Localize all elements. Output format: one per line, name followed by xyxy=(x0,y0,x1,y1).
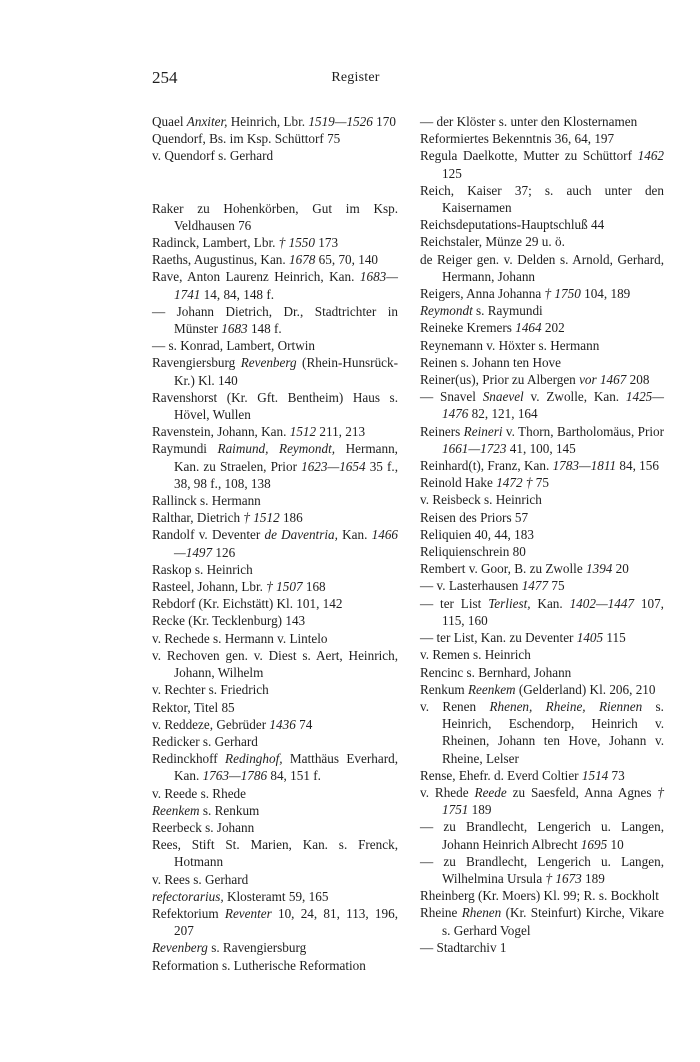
index-entry: Rektor, Titel 85 xyxy=(152,699,235,715)
index-entry: Rheinberg (Kr. Moers) Kl. 99; R. s. Bockholt xyxy=(420,888,659,904)
index-entry: — der Klöster s. unter den Klosternamen xyxy=(420,114,638,129)
page-number: 254 xyxy=(152,68,178,87)
index-entry: Reiner(us), Prior zu Albergen vor 1467 208 xyxy=(420,372,650,388)
index-entry: Reinen s. Johann ten Hove xyxy=(420,354,562,370)
index-entry: v. Rechter s. Friedrich xyxy=(152,682,269,698)
index-entry: Regula Daelkotte, Mutter zu Schüttorf 1462 125 xyxy=(420,148,664,181)
index-entry: — ter List, Kan. zu Deventer 1405 115 xyxy=(420,630,626,646)
index-entry: Reynemann v. Höxter s. Hermann xyxy=(420,337,600,353)
index-entry: v. Reddeze, Gebrüder 1436 74 xyxy=(152,716,313,732)
index-entry: Rheine Rhenen (Kr. Steinfurt) Kirche, Vikare s. Gerhard Vogel xyxy=(420,905,664,938)
index-entry: Rebdorf (Kr. Eichstätt) Kl. 101, 142 xyxy=(152,596,343,612)
index-entry: Randolf v. Deventer de Daventria, Kan. 1466—1497 126 xyxy=(152,527,398,560)
index-entry: Redicker s. Gerhard xyxy=(152,733,258,749)
index-entry: v. Rees s. Gerhard xyxy=(152,871,249,887)
index-entry: Quendorf, Bs. im Ksp. Schüttorf 75 xyxy=(152,131,341,147)
index-entry: Renkum Reenkem (Gelderland) Kl. 206, 210 xyxy=(420,681,656,697)
index-entry: Reinhard(t), Franz, Kan. 1783—1811 84, 156 xyxy=(420,458,659,474)
index-entry: Reymondt s. Raymundi xyxy=(420,303,543,319)
index-entry: Reigers, Anna Johanna † 1750 104, 189 xyxy=(420,286,631,302)
index-entry: Recke (Kr. Tecklenburg) 143 xyxy=(152,613,306,629)
index-entry: Ravengiersburg Revenberg (Rhein-Hunsrück-Kr.) Kl. 140 xyxy=(152,355,398,388)
index-column-left xyxy=(152,113,398,974)
index-entry: — ter List Terliest, Kan. 1402—1447 107, 115, 160 xyxy=(420,595,664,628)
index-entry: Raymundi Raimund, Reymondt, Hermann, Kan. zu Straelen, Prior 1623—1654 35 f., 38, 98 f., 108, 138 xyxy=(152,441,398,491)
index-entry: Quael Anxiter, Heinrich, Lbr. 1519—1526 170 xyxy=(152,114,396,129)
index-entry: Rense, Ehefr. d. Everd Coltier 1514 73 xyxy=(420,767,625,783)
index-entry: v. Rechede s. Hermann v. Lintelo xyxy=(152,630,328,646)
index-entry: — s. Konrad, Lambert, Ortwin xyxy=(152,338,315,354)
index-entry: v. Rhede Reede zu Saesfeld, Anna Agnes † 1751 189 xyxy=(420,784,664,818)
index-entry: Reformation s. Lutherische Reformation xyxy=(152,957,366,973)
index-entry: Reerbeck s. Johann xyxy=(152,819,255,835)
index-entry: Rencinc s. Bernhard, Johann xyxy=(420,664,572,680)
index-entry: v. Reede s. Rhede xyxy=(152,785,246,801)
index-entry: Reichsdeputations-Hauptschluß 44 xyxy=(420,217,605,233)
index-entry: — Stadtarchiv 1 xyxy=(420,939,507,955)
index-entry: — Snavel Snaevel v. Zwolle, Kan. 1425—1476 82, 121, 164 xyxy=(420,389,664,422)
index-entry: v. Remen s. Heinrich xyxy=(420,647,531,663)
index-entry: Ravenstein, Johann, Kan. 1512 211, 213 xyxy=(152,424,366,440)
index-entry: Revenberg s. Ravengiersburg xyxy=(152,940,307,956)
index-entry: Raker zu Hohenkörben, Gut im Ksp. Veldhausen 76 xyxy=(152,200,398,233)
index-entry: Reinold Hake 1472 † 75 xyxy=(420,475,549,491)
index-entry: v. Reisbeck s. Heinrich xyxy=(420,492,542,508)
index-entry: Reenkem s. Renkum xyxy=(152,802,260,818)
index-entry: — v. Lasterhausen 1477 75 xyxy=(420,578,565,594)
index-column-right xyxy=(420,113,664,956)
index-entry: — zu Brandlecht, Lengerich u. Langen, Wilhelmina Ursula † 1673 189 xyxy=(420,853,664,886)
index-entry: Ravenshorst (Kr. Gft. Bentheim) Haus s. Hövel, Wullen xyxy=(152,389,398,423)
index-entry: Rave, Anton Laurenz Heinrich, Kan. 1683—1741 14, 84, 148 f. xyxy=(152,269,398,302)
index-entry: Rasteel, Johann, Lbr. † 1507 168 xyxy=(152,579,326,595)
index-entry: Rallinck s. Hermann xyxy=(152,493,261,509)
index-entry: Rembert v. Goor, B. zu Zwolle 1394 20 xyxy=(420,561,629,577)
index-entry: v. Quendorf s. Gerhard xyxy=(152,148,274,164)
index-entry: refectorarius, Klosteramt 59, 165 xyxy=(152,888,329,904)
index-entry: Radinck, Lambert, Lbr. † 1550 173 xyxy=(152,235,339,251)
index-entry: Reich, Kaiser 37; s. auch unter den Kaisernamen xyxy=(420,182,664,216)
page-header xyxy=(152,68,559,92)
index-entry: Raeths, Augustinus, Kan. 1678 65, 70, 140 xyxy=(152,252,379,268)
index-entry: Reineke Kremers 1464 202 xyxy=(420,320,565,336)
index-entry: Reichstaler, Münze 29 u. ö. xyxy=(420,234,565,250)
running-title: Register xyxy=(331,70,380,85)
index-entry: Refektorium Reventer 10, 24, 81, 113, 196, 207 xyxy=(152,905,399,939)
index-entry: Rees, Stift St. Marien, Kan. s. Frenck, Hotmann xyxy=(152,837,398,870)
index-entry: v. Renen Rhenen, Rheine, Riennen s. Heinrich, Eschendorp, Heinrich v. Rheinen, Johann ten Hove, Johann v. Rheine, Lelser xyxy=(420,698,664,766)
index-entry: Raskop s. Heinrich xyxy=(152,561,253,577)
index-entry: Reisen des Priors 57 xyxy=(420,509,529,525)
index-entry: Reiners Reineri v. Thorn, Bartholomäus, Prior 1661—1723 41, 100, 145 xyxy=(420,423,664,456)
index-entry: — zu Brandlecht, Lengerich u. Langen, Johann Heinrich Albrecht 1695 10 xyxy=(420,819,664,852)
index-entry: Ralthar, Dietrich † 1512 186 xyxy=(152,510,303,526)
index-entry: Reformiertes Bekenntnis 36, 64, 197 xyxy=(420,131,615,147)
index-entry: de Reiger gen. v. Delden s. Arnold, Gerhard, Hermann, Johann xyxy=(420,251,664,284)
index-entry: v. Rechoven gen. v. Diest s. Aert, Heinrich, Johann, Wilhelm xyxy=(152,647,398,681)
index-entry: Reliquienschrein 80 xyxy=(420,544,526,560)
index-entry: Redinckhoff Redinghof, Matthäus Everhard, Kan. 1763—1786 84, 151 f. xyxy=(152,751,398,784)
index-entry: Reliquien 40, 44, 183 xyxy=(420,526,534,542)
index-entry: — Johann Dietrich, Dr., Stadtrichter in Münster 1683 148 f. xyxy=(152,303,398,337)
